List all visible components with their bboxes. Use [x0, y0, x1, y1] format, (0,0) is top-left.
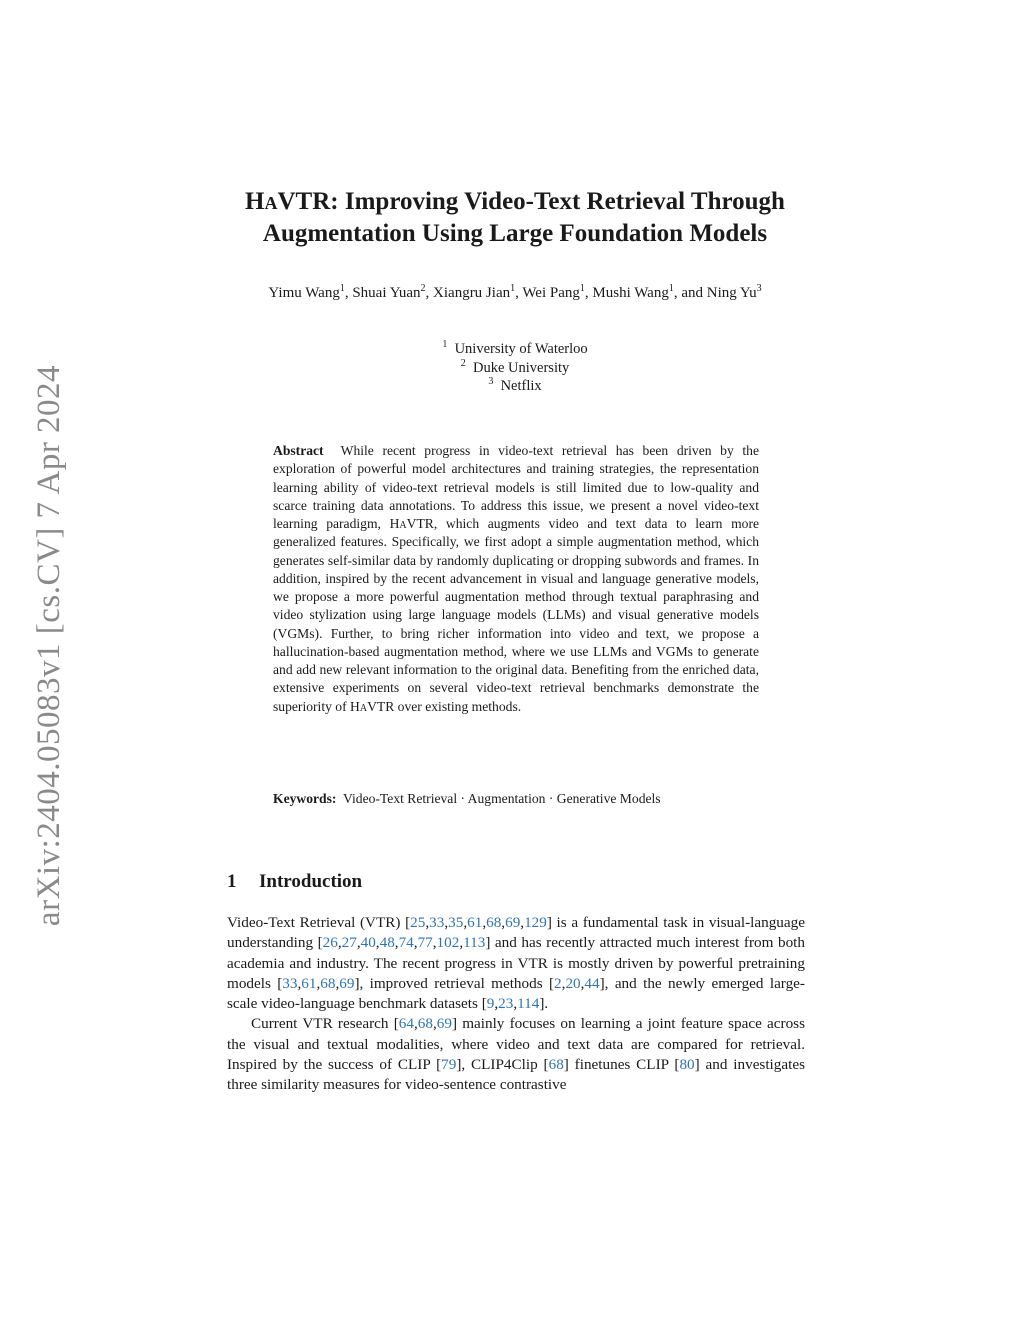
paragraph-text: ], CLIP4Clip [ [456, 1056, 549, 1074]
paragraph-text: Current VTR research [ [251, 1015, 399, 1033]
title-line1: : Improving Video-Text Retrieval Through [330, 188, 785, 215]
affiliation-name: Duke University [473, 359, 570, 376]
affiliation-name: University of Waterloo [454, 341, 588, 357]
citation-link[interactable]: 114 [517, 995, 540, 1013]
paragraph [227, 913, 805, 1014]
abstract [273, 442, 759, 716]
citation-link[interactable]: 129 [524, 914, 547, 931]
citation-link[interactable]: 26 [322, 934, 338, 952]
arxiv-identifier-text: arXiv:2404.05083v1 [cs.CV] 7 Apr 2024 [31, 364, 68, 926]
citation-link[interactable]: 69 [339, 974, 355, 992]
citation-group [549, 1056, 564, 1073]
citation-link[interactable]: 68 [548, 1056, 564, 1074]
citation-link[interactable]: 33 [429, 914, 445, 931]
keywords [273, 790, 773, 808]
paragraph-text: Video-Text Retrieval (VTR) [ [227, 914, 411, 931]
citation-link[interactable]: 35 [448, 914, 464, 931]
affiliation [300, 340, 730, 359]
title-system-name: HaVTR [245, 188, 331, 215]
author-affil-mark: 2 [420, 283, 426, 294]
citation-link[interactable]: 44 [584, 974, 600, 992]
citation-link[interactable]: 79 [441, 1056, 457, 1074]
citation-group: 25,33,35,61,68,69,129 [410, 914, 547, 931]
section-heading [227, 871, 362, 893]
affiliation-name: Netflix [500, 378, 542, 394]
abstract-text: While recent progress in video-text retrieval has been driven by the exploration of powerful model architectures and training strategies, the representation learning ability of video-text retrieval models is still limited due to low-quality and scarce training data annotations. To address this issue, we present a novel video-text learning paradigm, [273, 443, 759, 531]
citation-group: 9,23,114 [486, 995, 540, 1013]
affiliation-number: 2 [460, 357, 466, 369]
citation-link[interactable]: 74 [398, 934, 414, 952]
author-affil-mark: 3 [756, 283, 762, 294]
citation-link[interactable]: 102 [436, 934, 460, 952]
paragraph-text: ] and investigates three similarity measures for video-sentence contrastive [227, 1056, 805, 1094]
section-title: Introduction [259, 871, 363, 892]
author-name: Yimu Wang [268, 285, 340, 301]
affiliation-number: 1 [442, 339, 448, 351]
paragraph-text: ] finetunes CLIP [ [563, 1056, 680, 1074]
body-text [227, 913, 805, 1096]
citation-link[interactable]: 27 [341, 934, 357, 952]
abstract-system-name: HaVTR [350, 698, 395, 714]
citation-group: 2,20,44 [554, 974, 600, 992]
affiliation [300, 377, 730, 396]
abstract-text: over existing methods. [397, 698, 522, 714]
citation-group [679, 1056, 694, 1073]
citation-group [441, 1056, 456, 1073]
citation-group: 64,68,69 [398, 1015, 452, 1033]
paragraph-text: ] is a fundamental task in visual-language understanding [ [227, 914, 805, 952]
author-list: Yimu Wang$^1$, Shuai Yuan$^2$, Xiangru Jian$^1$, Wei Pang$^1$, Mushi Wang$^1$, and Ning Yu$^3$ [268, 283, 762, 301]
citation-link[interactable]: 68 [417, 1015, 433, 1033]
citation-link[interactable]: 80 [679, 1056, 695, 1074]
citation-link[interactable]: 61 [301, 974, 317, 992]
author-name: Mushi Wang [592, 285, 669, 301]
author-name: Shuai Yuan [352, 285, 421, 301]
paper-title [200, 186, 830, 250]
section-number: 1 [227, 871, 237, 892]
affiliation [300, 359, 730, 378]
citation-group: 26,27,40,48,74,77,102,113 [322, 934, 486, 952]
affiliation-number: 3 [488, 376, 494, 388]
author-name: Xiangru Jian [433, 285, 511, 301]
keywords-label: Keywords: [273, 791, 337, 806]
citation-link[interactable]: 33 [282, 974, 298, 992]
citation-group: 33,61,68,69 [282, 974, 355, 992]
paragraph-text: ] and has recently attracted much interest from both academia and industry. The recent progress in VTR is mostly driven by powerful pretraining models [ [227, 934, 805, 992]
citation-link[interactable]: 68 [320, 974, 336, 992]
citation-link[interactable]: 68 [486, 914, 502, 931]
citation-link[interactable]: 40 [360, 934, 376, 952]
title-line2: Augmentation Using Large Foundation Models [262, 220, 768, 247]
author-affil-mark: 1 [510, 283, 516, 294]
citation-link[interactable]: 23 [498, 995, 514, 1013]
abstract-system-name: HaVTR [389, 516, 434, 531]
citation-link[interactable]: 64 [398, 1015, 414, 1033]
author-affil-mark: 1 [339, 283, 345, 294]
author-affil-mark: 1 [579, 283, 585, 294]
author-name: Wei Pang [522, 285, 580, 301]
citation-link[interactable]: 69 [436, 1015, 452, 1033]
citation-link[interactable]: 113 [463, 934, 486, 952]
citation-link[interactable]: 77 [417, 934, 433, 952]
abstract-label: Abstract [273, 443, 324, 458]
paragraph-text: ]. [539, 995, 549, 1013]
author-affil-mark: 1 [668, 283, 674, 294]
citation-link[interactable]: 9 [486, 995, 495, 1013]
affiliation-list [300, 340, 730, 396]
citation-link[interactable]: 48 [379, 934, 395, 952]
citation-link[interactable]: 69 [505, 914, 521, 931]
paragraph-text: ] mainly focuses on learning a joint feature space across the visual and textual modalities, where video and text data are compared for retrieval. Inspired by the success of CLIP [ [227, 1015, 806, 1074]
author-name: and Ning Yu [681, 285, 757, 301]
paragraph [227, 1014, 805, 1095]
arxiv-identifier [26, 362, 74, 928]
paragraph-text: ], and the newly emerged large-scale video-language benchmark datasets [ [227, 974, 805, 1013]
citation-link[interactable]: 20 [565, 974, 581, 992]
citation-link[interactable]: 25 [410, 914, 426, 931]
citation-link[interactable]: 2 [554, 974, 562, 992]
abstract-text: , which augments video and text data to learn more generalized features. Specifically, we first adopt a simple augmentation method, which generates self-similar data by randomly duplicating or dropping subwords and frames. In addition, inspired by the recent advancement in visual and language generative models, we propose a more powerful augmentation method through textual paraphrasing and video stylization using large language models (LLMs) and visual generative models (VGMs). Further, to bring richer information into video and text, we propose a hallucination-based augmentation method, where we use LLMs and VGMs to generate and add new relevant information to the original data. Benefiting from the enriched data, extensive experiments on several video-text retrieval benchmarks demonstrate the superiority of [273, 516, 759, 714]
keywords-text: Video-Text Retrieval · Augmentation · Generative Models [343, 791, 661, 806]
citation-link[interactable]: 61 [467, 914, 483, 931]
paragraph-text: ], improved retrieval methods [ [354, 974, 555, 992]
